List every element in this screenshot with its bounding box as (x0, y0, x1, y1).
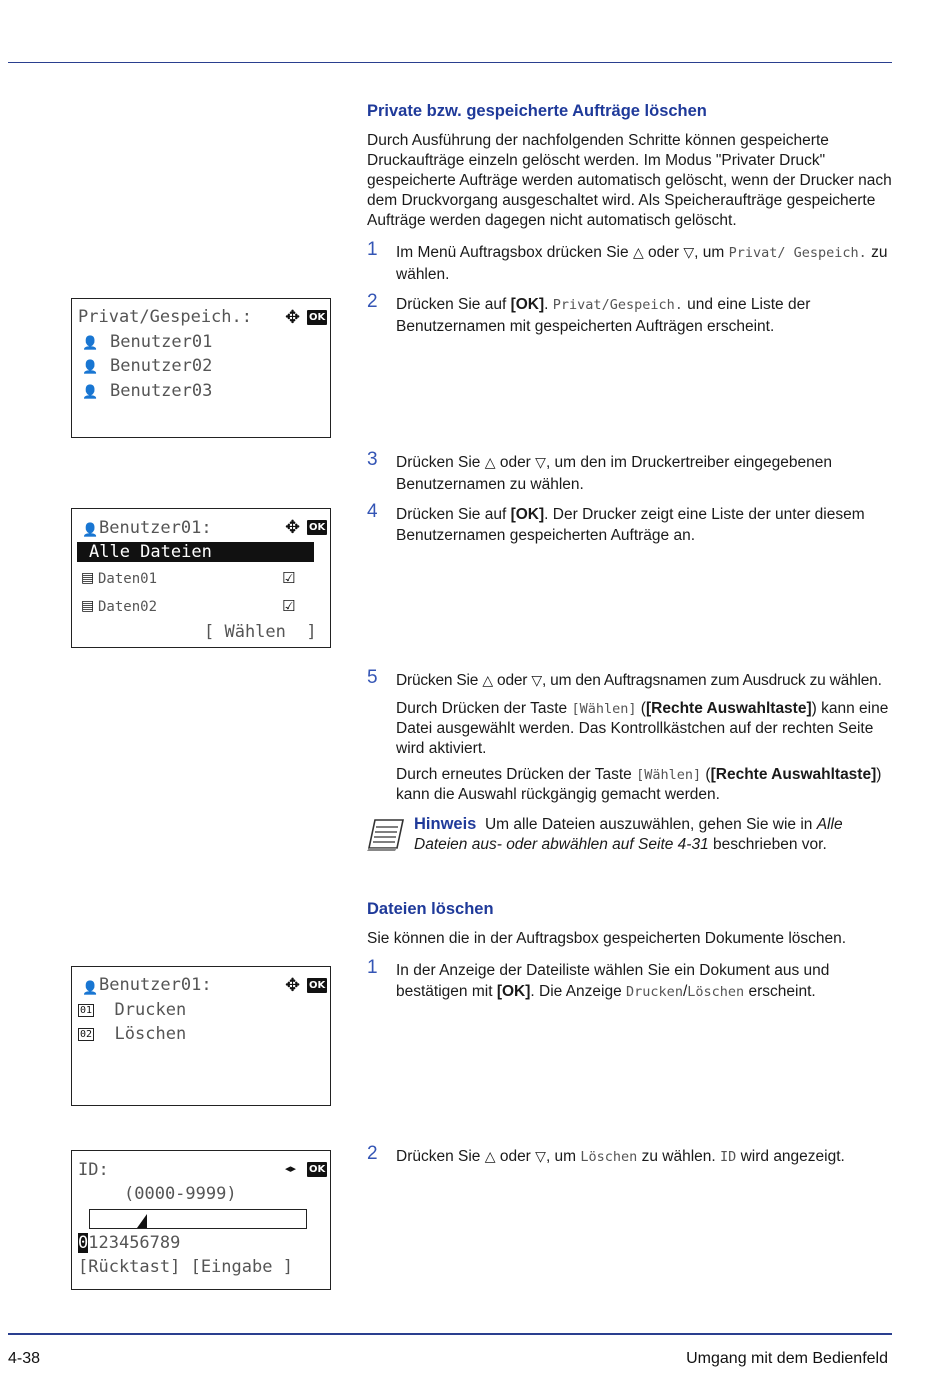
step-2: 2 Drücken Sie auf [OK]. Privat/Gespeich. und eine Liste der Benutzernamen mit gespeicherten Aufträgen erscheint. (367, 291, 811, 335)
nav-cross-icon: ✥ (285, 517, 301, 538)
lcd-option-delete: 02 Löschen (80, 1024, 187, 1044)
down-arrow-icon: ▽ (531, 673, 542, 689)
intro-paragraph: Durch Ausführung der nachfolgenden Schritte können gespeicherte Druckaufträge einzeln gelöscht werden. Im Modus "Privater Druck" gespeicherte Aufträge werden automatisch gelöscht, wenn der Drucker nach dem Druckvorgang ausgeschaltet wird. Als Speicheraufträge gespeicherte Aufträge werden dagegen nicht automatisch gelöscht. (367, 132, 892, 229)
up-arrow-icon: △ (484, 455, 496, 471)
step-4: 4 Drücken Sie auf [OK]. Der Drucker zeigt eine Liste der unter diesem Benutzernamen gespeicherten Aufträge an. (367, 501, 865, 544)
step-5-deselect-paragraph: Durch erneutes Drücken der Taste [Wählen] ([Rechte Auswahltaste]) kann die Auswahl rückgängig gemacht werden. (396, 766, 882, 803)
lcd-title: Benutzer01: (99, 518, 212, 538)
chapter-title: Umgang mit dem Bedienfeld (686, 1350, 888, 1367)
step-5-select-paragraph: Durch Drücken der Taste [Wählen] ([Rechte Auswahltaste]) kann eine Datei ausgewählt werden. Das Kontrollkästchen auf der rechten Seite wird aktiviert. (396, 700, 889, 757)
note-icon (367, 816, 407, 852)
step-3: 3 Drücken Sie △ oder ▽, um den im Druckertreiber eingegebenen Benutzernamen zu wählen. (367, 449, 832, 493)
down-arrow-icon: ▽ (683, 245, 695, 261)
lcd-selected-row: Alle Dateien (77, 542, 314, 562)
lcd-digit-row: 0123456789 (78, 1233, 181, 1253)
step-5: 5 Drücken Sie △ oder ▽, um den Auftragsnamen zum Ausdruck zu wählen. (367, 667, 882, 689)
lcd-screen-private-stored (71, 298, 331, 438)
user-icon: 👤 (82, 336, 99, 351)
down-arrow-icon: ▽ (535, 1149, 546, 1165)
section2-step-1: 1 In der Anzeige der Dateiliste wählen Sie ein Dokument aus und bestätigen mit [OK]. Die Anzeige Drucken/Löschen erscheint. (367, 957, 830, 1000)
left-right-arrow-icon: ◂▸ (285, 1162, 297, 1175)
user-icon: 👤 (82, 981, 99, 996)
page-number: 4-38 (8, 1350, 41, 1367)
cursor-caret-icon (137, 1214, 147, 1228)
nav-cross-icon: ✥ (285, 975, 301, 996)
user-icon: 👤 (82, 523, 99, 538)
up-arrow-icon: △ (632, 245, 644, 261)
up-arrow-icon: △ (484, 1149, 496, 1165)
lcd-title: Benutzer01: (99, 975, 212, 995)
file-icon: ▤ (81, 598, 95, 614)
nav-cross-icon: ✥ (285, 307, 301, 328)
checkbox-checked-icon: ☑ (282, 597, 296, 615)
ok-icon: OK (309, 1164, 326, 1175)
user-icon: 👤 (82, 360, 99, 375)
header-rule (8, 62, 892, 63)
lcd-screen-id-entry (71, 1150, 331, 1290)
note-box: Hinweis Um alle Dateien auszuwählen, gehen Sie wie in Alle Dateien aus- oder abwählen auf Seite 4-31 beschrieben vor. (367, 814, 887, 855)
file-icon: ▤ (81, 570, 95, 586)
step-1: 1 Im Menü Auftragsbox drücken Sie △ oder ▽, um Privat/ Gespeich. zu wählen. (367, 239, 888, 283)
lcd-id-range: (0000-9999) (124, 1184, 237, 1204)
lcd-screen-print-delete (71, 966, 331, 1106)
ok-icon: OK (309, 312, 326, 323)
ok-icon: OK (309, 522, 326, 533)
up-arrow-icon: △ (482, 673, 493, 689)
section-heading-delete-files: Dateien löschen (367, 900, 494, 918)
lcd-user-item: Benutzer02 (110, 356, 213, 376)
down-arrow-icon: ▽ (535, 455, 546, 471)
ok-icon: OK (309, 980, 326, 991)
lcd-title: Privat/Gespeich.: (78, 307, 252, 327)
lcd-file-item: Daten01 (98, 571, 158, 587)
lcd-user-item: Benutzer03 (110, 381, 213, 401)
section2-step-2: 2 Drücken Sie △ oder ▽, um Löschen zu wählen. ID wird angezeigt. (367, 1143, 845, 1165)
footer-rule (8, 1333, 892, 1335)
checkbox-checked-icon: ☑ (282, 569, 296, 587)
section2-intro: Sie können die in der Auftragsbox gespeicherten Dokumente löschen. (367, 930, 847, 947)
section-heading-private-jobs: Private bzw. gespeicherte Aufträge löschen (367, 102, 707, 120)
lcd-screen-user-files (71, 508, 331, 648)
lcd-id-input-field[interactable] (89, 1209, 307, 1229)
lcd-user-item: Benutzer01 (110, 332, 213, 352)
lcd-softkeys: [Rücktast] [Eingabe ] (78, 1257, 293, 1277)
lcd-file-item: Daten02 (98, 599, 158, 615)
lcd-title: ID: (78, 1160, 109, 1180)
lcd-softkey-select: [ Wählen ] (204, 622, 317, 642)
lcd-option-print: 01 Drucken (80, 1000, 187, 1020)
user-icon: 👤 (82, 385, 99, 400)
